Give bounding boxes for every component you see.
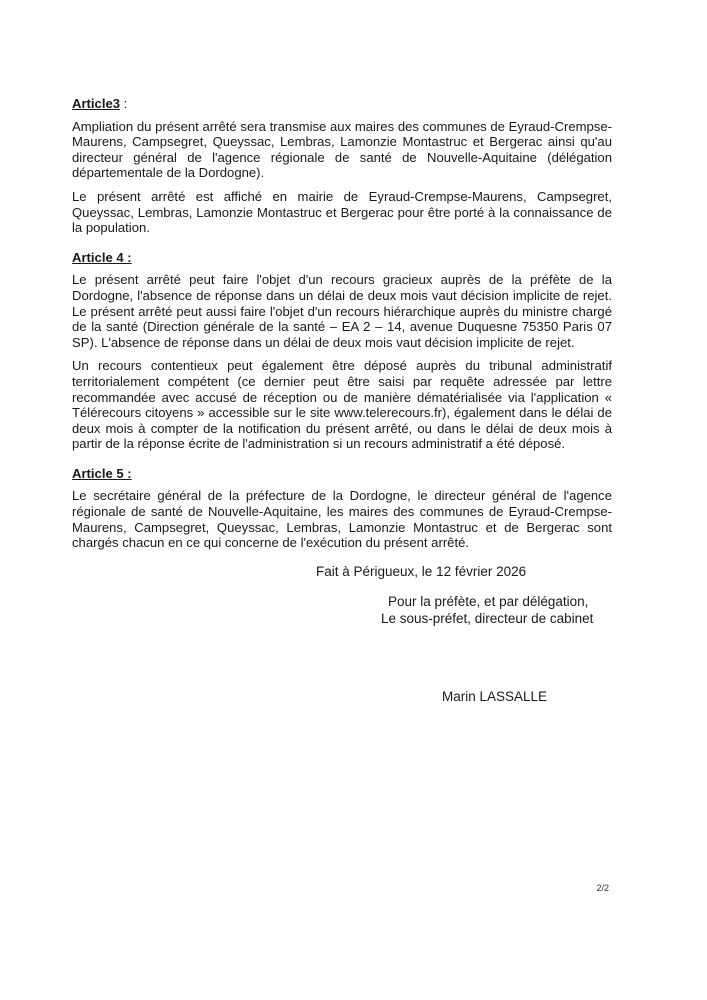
article4-paragraph-1: Le présent arrêté peut faire l'objet d'un recours gracieux auprès de la préfète de la Dordogne, l'absence de réponse dans un délai de deux mois vaut décision implicite de rejet. Le présent arrêté peut aussi faire l'objet d'un recours hiérarchique auprès du ministre chargé de la santé (Direction générale de la santé – EA 2 – 14, avenue Duquesne 75350 Paris 07 SP). L'absence de réponse dans un délai de deux mois vaut décision implicite de rejet. [72,272,612,350]
place-and-date: Fait à Périgueux, le 12 février 2026 [316,564,527,579]
article3-paragraph-2: Le présent arrêté est affiché en mairie de Eyraud-Crempse-Maurens, Campsegret, Queyssac, Lembras, Lamonzie Montastruc et Bergerac pour être porté à la connaissance de la population. [72,188,612,236]
delegation-line-2: Le sous-préfet, directeur de cabinet [381,611,594,626]
signatory-name: Marin LASSALLE [442,689,548,704]
article4-paragraph-2: Un recours contentieux peut également être déposé auprès du tribunal administratif territorialement compétent (ce dernier peut être saisi par requête adressée par lettre recommandée avec accusé de réception ou de manière dématérialisée via l'application « Télérecours citoyens » accessible sur le site www.telerecours.fr), également dans le délai de deux mois à compter de la notification du présent arrêté, ou dans le délai de deux mois à partir de la réponse écrite de l'administration si un recours administratif a été déposé. [72,358,612,452]
article4-heading: Article 4 : [72,249,132,265]
article5-heading: Article 5 : [72,465,132,481]
document-body [72,96,612,559]
article3-heading: Article3 : [72,96,128,111]
article3-paragraph-1: Ampliation du présent arrêté sera transmise aux maires des communes de Eyraud-Crempse-Maurens, Campsegret, Queyssac, Lembras, Lamonzie Montastruc et Bergerac ainsi qu'au directeur général de l'agence régionale de santé de Nouvelle-Aquitaine (délégation départementale de la Dordogne). [72,118,612,181]
page-number: 2/2 [596,883,609,893]
article5-paragraph-1: Le secrétaire général de la préfecture de la Dordogne, le directeur général de l'agence régionale de santé de Nouvelle-Aquitaine, les maires des communes de Eyraud-Crempse-Maurens, Campsegret, Queyssac, Lembras, Lamonzie Montastruc et de Bergerac sont chargés chacun en ce qui concerne de l'exécution du présent arrêté. [72,488,612,551]
delegation-line-1: Pour la préfète, et par délégation, [388,594,589,609]
